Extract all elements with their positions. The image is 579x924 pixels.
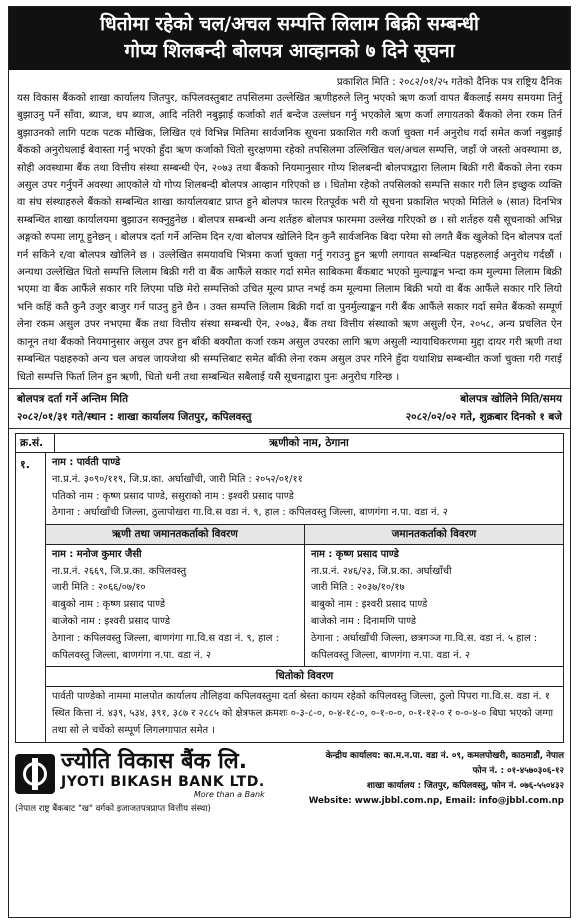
owner-guarantor-block <box>46 524 563 666</box>
bank-logo-block <box>15 749 283 814</box>
submission-deadline-label: बोलपत्र दर्ता गर्ने अन्तिम मिति <box>17 392 129 405</box>
bank-name-nepali: ज्योति विकास बैंक लि. <box>61 748 248 774</box>
collateral-section-title: धितोको विवरण <box>46 666 563 687</box>
borrower-section-title: ऋणीको नाम, ठेगाना <box>269 436 349 449</box>
guarantor-name: नाम : कृष्ण प्रसाद पाण्डे <box>311 548 399 560</box>
bank-name-english: JYOTI BIKASH BANK LTD. <box>61 773 265 790</box>
title-line-2: गोप्य शिलबन्दी बोलपत्र आव्हानको ७ दिने सूचना <box>124 40 455 62</box>
collateral-details: पार्वती पाण्डेको नाममा मालपोत कार्यालय तौलिहवा कपिलवस्तुमा दर्ता श्रेस्ता कायम रहेको कपिलवस्तु जिल्ला, ठुलो पिपरा गा.वि.स. वडा नं. १ स्थित कित्ता नं. ४३९, ५३४, ३९१, ३८७ र २८८५ को क्षेत्रफल क्रमशः ०-३-८-०, ०-४-१८-०, ०-१-०-०, ०-१-१२-० र ०-०-४-० बिघा भएको जग्गा तथा सो ले चर्चेको सम्पूर्ण लिगलगापात समेत । <box>52 691 554 736</box>
owner-address: ठेगाना : कपिलवस्तु जिल्ला, बाणगंगा गा.वि.स वडा नं. ९, हाल : कपिलवस्तु जिल्ला, बाणगंगा न.पा. वडा नं. २ <box>52 632 279 661</box>
guarantor-issued: जारी मिति : २०३७/१०/१७ <box>311 582 405 594</box>
bank-name-block <box>61 749 265 799</box>
borrower-name: नाम : पार्वती पाण्डे <box>52 456 121 468</box>
submission-deadline-value: २०८२/०१/३१ गते/स्थान : शाखा कार्यालय जितपुर, कपिलवस्तु <box>17 410 252 423</box>
bank-footer <box>15 749 564 814</box>
guarantor-section-title: जमानतकर्ताको विवरण <box>305 525 563 545</box>
borrower-details <box>46 453 563 524</box>
owner-issued: जारी मिति : २०६६/०७/१० <box>52 582 146 594</box>
notice-title <box>9 7 570 70</box>
borrower-address: ठेगाना : अर्घाखाँची जिल्ला, ठुलापोखरा गा.वि.स वडा नं. ९, हाल : कपिलवस्तु जिल्ला, बाणगंगा न.पा. वडा नं. २ <box>52 507 448 519</box>
borrower-citizenship: ना.प्र.नं. ३०९०/११९, जि.प्र.का. अर्घाखाँची, जारी मिति : २०५२/०१/११ <box>52 473 303 485</box>
branch-office: शाखा कार्यालय : जितपुर, कपिलवस्तु, फोन नं. ०७६-५५०४३२ <box>366 780 564 791</box>
head-office: केन्द्रीय कार्यालय: का.म.न.पा. वडा नं. ०९, कमलपोखरी, काठमाडौं, नेपाल <box>325 750 564 761</box>
deadline-labels <box>9 388 570 408</box>
bank-logo-icon <box>15 754 55 794</box>
owner-citizenship: ना.प्र.नं. २६६९, जि.प्र.का. कपिलवस्तु <box>52 565 187 577</box>
opening-time-label: बोलपत्र खोलिने मिति/समय <box>460 392 562 405</box>
details-table <box>15 433 564 743</box>
title-line-1: धितोमा रहेको चल/अचल सम्पत्ति लिलाम बिक्री सम्बन्धी <box>100 13 479 35</box>
notice <box>8 6 571 918</box>
owner-section-title: ऋणी तथा जमानतकर्ताको विवरण <box>46 525 304 545</box>
owner-column <box>46 525 305 666</box>
bank-tagline: More than a Bank <box>193 789 265 799</box>
borrower-relations: पतिको नाम : कृष्ण प्रसाद पाण्डे, ससुराको नाम : इश्वरी प्रसाद पाण्डे <box>52 490 294 502</box>
guarantor-father: बाबुको नाम : इश्वरी प्रसाद पाण्डे <box>311 599 428 611</box>
guarantor-column <box>305 525 563 666</box>
opening-time-value: २०८२/०२/०२ गते, शुक्रबार दिनको १ बजे <box>405 410 562 423</box>
owner-father: बाबुको नाम : कृष्ण प्रसाद पाण्डे <box>52 599 166 611</box>
row-content <box>46 453 563 742</box>
owner-details <box>46 545 304 667</box>
web-email: Website: www.jbbl.com.np, Email: info@jbbl.com.np <box>308 795 564 806</box>
notice-body: यस विकास बैंकको शाखा कार्यालय जितपुर, कपिलवस्तुबाट तपसिलमा उल्लेखित ऋणीहरुले लिनु भएको ऋण कर्जा वापत बैंकलाई समय समयमा तिर्नु बुझाउनु पर्ने साँवा, ब्याज, थप ब्याज, आदि नतिरी नबुझाई कर्जाको शर्त बन्देज उल्लंघन गर्नु भएकोले ऋण कर्जा लगायतको बैंकको लेना रकम तिर्न बुझाउनको लागि पटक पटक मौखिक, लिखित एवं विभिन्न मितिमा सार्वजनिक सूचना प्रकाशित गरी कर्जा चुक्ता गर्न अनुरोध गर्दा समेत कर्जा नबुझाई बैंकको अनुरोधलाई बेवास्ता गर्नु भएको हुँदा ऋण कर्जाको धितो सुरक्षणमा रहेको तपसिलमा उल्लिखित चल/अचल सम्पत्ति, जहाँ जे जस्तो अवस्थामा छ, सोही अवस्थामा बैंक तथा वित्तीय संस्था सम्बन्धी ऐन, २०७३ तथा बैंकको नियमानुसार गोप्य शिलबन्दी बोलपत्रद्वारा लिलाम बिक्री गरी बैंकको लेना रकम असुल उपर गर्नुपर्ने अवस्था आएकोले यो गोप्य शिलबन्दी बोलपत्र आव्हान गरिएको छ । धितोमा रहेको तपसिलको सम्पत्ति सकार गरी लिन इच्छुक व्यक्ति वा संघ संस्थाहरुले बैंकको सम्बन्धित शाखा कार्यालयबाट प्राप्त हुने बोलपत्र फारम रितपूर्वक भरी यो सूचना प्रकाशित भएको मितिले ७ (सात) दिनभित्र सम्बन्धित शाखा कार्यालयमा बुझाउन सक्नुहुनेछ । बोलपत्र सम्बन्धी अन्य शर्तहरु बोलपत्र फारममा उल्लेख गरिएको छ । सो शर्तहरु यसै सूचनाको अभिन्न अङ्गको रुपमा लागू हुनेछन् । बोलपत्र दर्ता गर्ने अन्तिम दिन र/वा बोलपत्र खोलिने दिन कुनै सार्वजनिक बिदा परेमा सो लगतै बैंक खुलेको दिन बोलपत्र दर्ता गर्न सकिने र/वा बोलपत्र खोलिने छ । उल्लेखित समयावधि भित्रमा कर्जा चुक्ता गर्नु गराउनु हुन ऋणी लगायत सम्बन्धित पक्षहरुलाई अनुरोध गर्दछौं । अन्यथा उल्लेखित धितो सम्पत्ति लिलाम बिक्री गरी वा बैंक आफैंले सकार गर्दा समेत साबिकमा बैंकबाट भएको मुल्याङ्कन भन्दा कम मुल्यमा लिलाम बिक्री भएमा वा बैंक आफैंले सकार गरि लिएमा पछि मेरो सम्पत्तिको उचित मूल्य प्राप्त नभई कम मूल्यमा लिलाम बिक्री भयो वा बैंक आफैंले सकार गरि लियो भनि कहिं कतै कुनै उजुर बाजुर गर्न पाउनु हुने छैन । उक्त सम्पत्ति लिलाम बिक्री गर्दा वा पुनर्मुल्याङ्कन गरी बैंक आफैंले सकार गर्दा समेत बैंकको सम्पूर्ण लेना रकम असुल उपर नभएमा बैंक तथा वित्तीय संस्था सम्बन्धी ऐन, २०७३, बैंक तथा वित्तीय संस्थाको ऋण असुली ऐन, २०५८, अन्य प्रचलित ऐन कानून तथा बैंकको नियमानुसार असुल उपर हुन बाँकी बक्यौता कर्जा रकम असुल उपरका लागि ऋण असुली न्यायाधिकरणमा मुद्दा दायर गरी ऋणी तथा सम्बन्धित पक्षहरुको अन्य चल अचल जायजेथा श्री सम्पत्तिबाट समेत बाँकी लेना रकम असुल उपर गरिने हुँदा यथाशिघ्र सम्बन्धीत कर्जा चुक्ता गरी गराई धितो सम्पत्ति फिर्ता लिन हुन ऋणी, धितो धनी तथा सम्बन्धित सबैलाई यसै सूचनाद्वारा पुनः अनुरोध गरिन्छ । <box>17 93 562 383</box>
license-note: (नेपाल राष्ट्र बैंकबाट "ख" वर्गको इजाजतपत्रप्राप्त वित्तीय संस्था) <box>15 803 211 814</box>
guarantor-grandfather: बाजेको नाम : दिनामणि पाण्डे <box>311 616 417 628</box>
owner-grandfather: बाजेको नाम : इश्वरी प्रसाद पाण्डे <box>52 616 170 628</box>
table-header <box>16 434 563 453</box>
owner-name: नाम : मनोज कुमार जैसी <box>52 548 142 560</box>
bank-logo <box>15 749 283 799</box>
guarantor-address: ठेगाना : अर्घाखाँची जिल्ला, छत्रगञ्ज गा.वि.स. वडा नं. ५ हाल : कपिलवस्तु जिल्ला, बाणगंगा न.पा. वडा नं. २ <box>311 632 538 661</box>
bank-contact <box>283 749 564 809</box>
guarantor-citizenship: ना.प्र.नं. २४६/२३, जि.प्र.का. अर्घाखाँची <box>311 565 452 577</box>
sn-header: क्र.सं. <box>16 434 55 452</box>
serial-number: १. <box>16 453 46 742</box>
head-office-phone: फोन नं. : ०१-४५७०३०६-१२ <box>472 765 564 776</box>
guarantor-details <box>305 545 563 667</box>
table-row <box>16 453 563 742</box>
deadline-values <box>9 408 570 429</box>
publication-date: प्रकाशित मिति : २०८२/०१/२५ गतेको दैनिक पत्र राष्ट्रिय दैनिक <box>336 77 562 88</box>
